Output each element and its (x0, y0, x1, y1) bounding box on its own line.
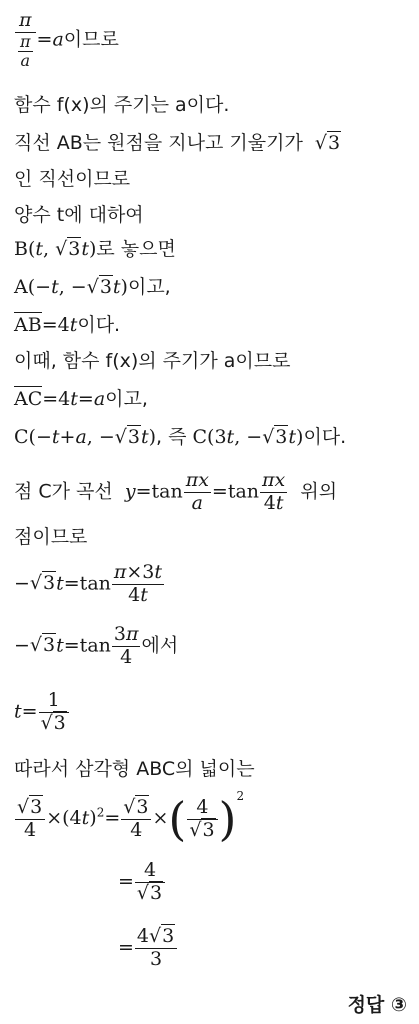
point-a-line: A(−t, −√3t)이고, (14, 276, 171, 298)
answer-label: 정답 ③ (347, 994, 407, 1016)
t-value-line: t= $\frac{1}{√3}$ (14, 690, 70, 735)
period-fraction-line: $\frac{\pi}{\frac{\pi}{a}}$ =a이므로 (14, 10, 119, 71)
positive-t-statement: 양수 t에 대하여 (14, 204, 144, 226)
period-a-statement: 이때, 함수 f(x)의 주기가 a이므로 (14, 350, 291, 372)
period-statement: 함수 f(x)의 주기는 a이다. (14, 94, 230, 116)
equation-line-1: −√3t=tan $\frac{\pi\times 3t}{4t}$ (14, 561, 163, 606)
area-computation-2: = $\frac{4}{√3}$ (118, 860, 166, 905)
equation-line-2: −√3t=tan $\frac{3\pi}{4}$ 에서 (14, 623, 179, 668)
point-b-line: B(t, √3t)로 놓으면 (14, 238, 176, 260)
ac-length-line: AC=4t=a이고, (14, 388, 148, 410)
curve-condition-line: 점 C가 곡선 y=tan $\frac{\pi x}{a}$ =tan $\frac{\pi x}{4t}$ 위의 (14, 469, 338, 514)
line-ab-continuation: 인 직선이므로 (14, 168, 131, 190)
area-computation-3: = $\frac{4√3}{3}$ (118, 926, 178, 971)
area-statement: 따라서 삼각형 ABC의 넓이는 (14, 758, 255, 780)
curve-condition-continuation: 점이므로 (14, 526, 88, 548)
point-c-line: C(−t+a, −√3t), 즉 C(3t, −√3t)이다. (14, 426, 347, 448)
line-ab-statement: 직선 AB는 원점을 지나고 기울기가 √3 (14, 132, 341, 154)
ab-length-line: AB=4t이다. (14, 314, 121, 336)
area-computation-1: $\frac{√3}{4}$ $\times(4t)^2=$ $\frac{√3}{4}$ ×( $\frac{4}{√3}$ )$^2$ (17, 789, 245, 846)
